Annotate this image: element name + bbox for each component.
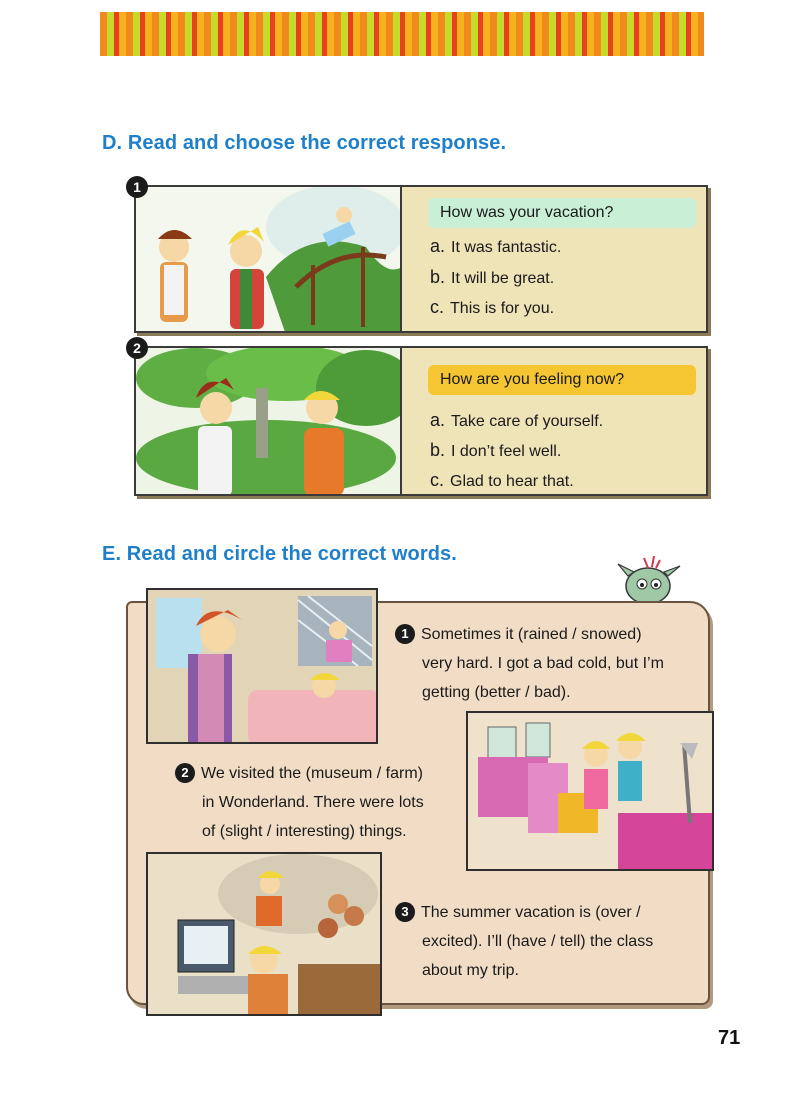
e-item-2-number: 2 — [175, 763, 195, 783]
option-text: I don’t feel well. — [451, 443, 562, 460]
d-item-1-question: How was your vacation? — [428, 198, 696, 228]
e-item-1-line-1: 1 Sometimes it (rained / snowed) — [395, 620, 705, 649]
option-letter: b. — [430, 440, 446, 460]
option-letter: b. — [430, 267, 446, 287]
e-item-2-line-1: 2 We visited the (museum / farm) — [175, 759, 465, 788]
e-item-3-line-3: about my trip. — [422, 962, 519, 979]
option-text: It was fantastic. — [451, 239, 562, 256]
d-item-2-illustration — [136, 348, 402, 494]
option-text: This is for you. — [450, 300, 555, 317]
e-item-2-illustration — [466, 711, 714, 871]
e-item-2-line-2: in Wonderland. There were lots — [202, 794, 424, 811]
option-letter: c. — [430, 470, 445, 490]
section-e-heading: E. Read and circle the correct words. — [102, 543, 457, 565]
e-item-1-line-3: getting (better / bad). — [422, 684, 571, 701]
e-item-1-illustration — [146, 588, 378, 744]
d-item-1-option-b[interactable] — [430, 265, 554, 289]
e-item-3-number: 3 — [395, 902, 415, 922]
e-item-3-line-1: 3 The summer vacation is (over / — [395, 898, 705, 927]
d-item-2-number: 2 — [126, 337, 148, 359]
d-item-2-option-a[interactable] — [430, 408, 603, 432]
e-item-3-illustration — [146, 852, 382, 1016]
e-item-1-line-2: very hard. I got a bad cold, but I’m — [422, 655, 664, 672]
d-item-2-option-b[interactable] — [430, 438, 561, 462]
d-item-2-option-c[interactable] — [430, 468, 574, 492]
option-letter: a. — [430, 236, 446, 256]
d-item-1-option-c[interactable] — [430, 295, 554, 319]
e-item-2-line-3: of (slight / interesting) things. — [202, 823, 407, 840]
e-item-3-line-2: excited). I’ll (have / tell) the class — [422, 933, 654, 950]
e-item-1-text — [395, 620, 705, 707]
d-item-2-question: How are you feeling now? — [428, 365, 696, 395]
d-item-2-panel — [134, 346, 708, 496]
section-d-heading: D. Read and choose the correct response. — [102, 132, 507, 154]
d-item-1-illustration — [136, 187, 402, 331]
option-text: Glad to hear that. — [450, 473, 574, 490]
e-item-1-number: 1 — [395, 624, 415, 644]
d-item-1-number: 1 — [126, 176, 148, 198]
d-item-1-option-a[interactable] — [430, 234, 561, 258]
option-text: Take care of yourself. — [451, 413, 604, 430]
page-number: 71 — [718, 1027, 741, 1049]
e-item-3-text — [395, 898, 705, 985]
option-letter: a. — [430, 410, 446, 430]
d-item-1-panel — [134, 185, 708, 333]
decorative-stripe-bar — [100, 12, 704, 56]
option-letter: c. — [430, 297, 445, 317]
option-text: It will be great. — [451, 270, 555, 287]
creature-mascot-icon — [614, 552, 684, 608]
e-item-2-text — [175, 759, 465, 846]
